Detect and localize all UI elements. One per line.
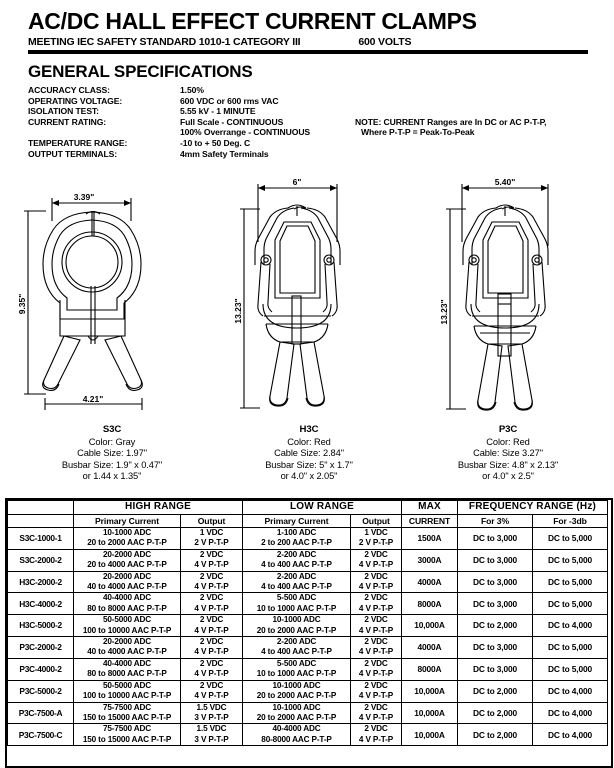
table-row bbox=[8, 549, 608, 571]
s3c-clamp-illustration bbox=[14, 176, 204, 416]
cell-low-primary bbox=[243, 593, 351, 615]
general-specifications-section bbox=[28, 62, 598, 159]
spec-row bbox=[28, 127, 598, 138]
caption-busbar-size: Busbar Size: 4.8" x 2.13" bbox=[457, 459, 559, 470]
caption-model-name: S3C bbox=[102, 424, 122, 435]
value-dc: 2 VDC bbox=[364, 637, 388, 647]
spec-value: Full Scale - CONTINUOUS bbox=[180, 116, 284, 127]
specifications-heading: GENERAL SPECIFICATIONS bbox=[28, 62, 253, 81]
cell-freq-3pct: DC to 3,000 bbox=[458, 528, 533, 550]
cell-high-output bbox=[181, 637, 243, 659]
value-ac: 80-8000 AAC P-T-P bbox=[261, 734, 332, 744]
value-ac: 40 to 4000 AAC P-T-P bbox=[87, 647, 167, 657]
table-row bbox=[8, 571, 608, 593]
caption-cable-size: Cable Size: 2.84" bbox=[274, 448, 344, 459]
cell-freq-3db: DC to 4,000 bbox=[533, 615, 608, 637]
cell-freq-3db: DC to 5,000 bbox=[533, 637, 608, 659]
ranges-table-wrapper bbox=[7, 500, 607, 746]
drawing-h3c bbox=[218, 176, 398, 416]
caption-model-name: P3C bbox=[498, 424, 518, 435]
page-title: AC/DC HALL EFFECT CURRENT CLAMPS bbox=[28, 8, 477, 34]
cell-freq-3pct: DC to 2,000 bbox=[458, 680, 533, 702]
spec-value: 4mm Safety Terminals bbox=[180, 148, 269, 159]
value-dc: 2 VDC bbox=[199, 571, 224, 581]
cell-low-output bbox=[351, 702, 402, 724]
sub-header-low-output: Output bbox=[351, 515, 402, 528]
cell-model: S3C-2000-2 bbox=[8, 549, 74, 571]
value-ac: 4 V P-T-P bbox=[194, 691, 229, 701]
group-header-frequency: FREQUENCY RANGE (Hz) bbox=[458, 501, 608, 515]
value-ac: 4 V P-T-P bbox=[358, 647, 394, 657]
group-header-low-range: LOW RANGE bbox=[243, 501, 402, 515]
value-dc: 1.5 VDC bbox=[196, 702, 227, 712]
caption-p3c bbox=[418, 424, 598, 483]
cell-high-output bbox=[181, 702, 243, 724]
cell-low-primary bbox=[243, 702, 351, 724]
cell-high-output bbox=[181, 658, 243, 680]
cell-max-current: 10,000A bbox=[402, 615, 458, 637]
sub-header-low-primary: Primary Current bbox=[243, 515, 351, 528]
value-ac: 10 to 1000 AAC P-T-P bbox=[256, 669, 337, 679]
table-header bbox=[8, 501, 608, 528]
table-row bbox=[8, 680, 608, 702]
spec-label: TEMPERATURE RANGE: bbox=[28, 137, 128, 148]
header-subtitle-row bbox=[28, 36, 588, 48]
cell-freq-3db: DC to 5,000 bbox=[533, 571, 608, 593]
value-dc: 5-500 ADC bbox=[276, 593, 317, 603]
cell-high-output bbox=[181, 724, 243, 746]
h3c-clamp-illustration bbox=[218, 176, 398, 416]
cell-low-output bbox=[351, 593, 402, 615]
spec-row bbox=[28, 138, 598, 149]
value-ac: 4 V P-T-P bbox=[358, 603, 394, 613]
spec-label: ACCURACY CLASS: bbox=[28, 85, 110, 95]
cell-low-output bbox=[351, 528, 402, 550]
value-dc: 2 VDC bbox=[199, 680, 224, 690]
spec-row bbox=[28, 149, 598, 160]
value-dc: 2 VDC bbox=[364, 571, 388, 581]
spec-row bbox=[28, 85, 598, 96]
value-dc: 2 VDC bbox=[364, 549, 388, 559]
cell-high-output bbox=[181, 528, 243, 550]
value-dc: 2 VDC bbox=[199, 593, 224, 603]
caption-busbar-size: Busbar Size: 1.9" x 0.47" bbox=[61, 459, 163, 470]
cell-high-primary bbox=[74, 549, 181, 571]
value-ac: 2 to 200 AAC P-T-P bbox=[261, 538, 332, 548]
cell-model: P3C-7500-A bbox=[8, 702, 74, 724]
cell-freq-3pct: DC to 2,000 bbox=[458, 724, 533, 746]
value-dc: 75-7500 ADC bbox=[102, 702, 152, 712]
cell-model: H3C-5000-2 bbox=[8, 615, 74, 637]
product-drawings bbox=[0, 176, 614, 416]
value-ac: 4 to 400 AAC P-T-P bbox=[261, 647, 332, 657]
cell-low-primary bbox=[243, 637, 351, 659]
cell-low-output bbox=[351, 724, 402, 746]
current-rating-note-line1: NOTE: CURRENT Ranges are In DC or AC P-T-P, bbox=[355, 116, 547, 127]
value-ac: 20 to 2000 AAC P-T-P bbox=[256, 712, 337, 722]
value-dc: 1-100 ADC bbox=[276, 528, 317, 537]
cell-model: H3C-4000-2 bbox=[8, 593, 74, 615]
table-body bbox=[8, 528, 608, 746]
cell-high-output bbox=[181, 571, 243, 593]
value-ac: 4 V P-T-P bbox=[194, 603, 229, 613]
specifications-list bbox=[28, 85, 598, 159]
spec-label-empty bbox=[28, 127, 180, 138]
value-dc: 10-1000 ADC bbox=[272, 615, 321, 625]
spec-value: -10 to + 50 Deg. C bbox=[180, 137, 251, 148]
cell-max-current: 1500A bbox=[402, 528, 458, 550]
caption-h3c bbox=[225, 424, 393, 483]
sub-header-high-output: Output bbox=[181, 515, 243, 528]
p3c-height-dimension: 13.23" bbox=[439, 299, 449, 325]
cell-model: S3C-1000-1 bbox=[8, 528, 74, 550]
safety-standard-text: MEETING IEC SAFETY STANDARD 1010-1 CATEGORY III bbox=[28, 36, 301, 48]
value-dc: 2 VDC bbox=[364, 680, 388, 690]
value-ac: 4 V P-T-P bbox=[358, 691, 394, 701]
caption-cable-size: Cable Size: 1.97" bbox=[77, 448, 147, 459]
document-header bbox=[28, 8, 588, 48]
value-ac: 4 V P-T-P bbox=[358, 560, 394, 570]
cell-freq-3pct: DC to 2,000 bbox=[458, 702, 533, 724]
cell-high-primary bbox=[74, 724, 181, 746]
value-dc: 2 VDC bbox=[364, 615, 388, 625]
caption-s3c bbox=[28, 424, 196, 483]
value-ac: 4 V P-T-P bbox=[358, 669, 394, 679]
value-dc: 75-7500 ADC bbox=[102, 724, 152, 734]
value-ac: 100 to 10000 AAC P-T-P bbox=[82, 625, 172, 635]
cell-model: P3C-4000-2 bbox=[8, 658, 74, 680]
value-dc: 2 VDC bbox=[364, 702, 388, 712]
value-ac: 4 V P-T-P bbox=[194, 582, 229, 592]
cell-high-primary bbox=[74, 528, 181, 550]
value-dc: 5-500 ADC bbox=[276, 658, 317, 668]
cell-freq-3pct: DC to 3,000 bbox=[458, 658, 533, 680]
sub-header-max-current: CURRENT bbox=[402, 515, 458, 528]
spec-row bbox=[28, 117, 598, 128]
cell-freq-3db: DC to 5,000 bbox=[533, 528, 608, 550]
p3c-width-dimension: 5.40" bbox=[494, 177, 516, 187]
value-ac: 4 V P-T-P bbox=[358, 712, 394, 722]
value-ac: 2 V P-T-P bbox=[358, 538, 394, 548]
spec-value: 600 VDC or 600 rms VAC bbox=[180, 95, 279, 106]
caption-color: Color: Red bbox=[486, 436, 530, 447]
caption-cable-size: Cable: Size 3.27" bbox=[473, 448, 543, 459]
cell-freq-3pct: DC to 3,000 bbox=[458, 571, 533, 593]
cell-low-output bbox=[351, 615, 402, 637]
cell-freq-3db: DC to 4,000 bbox=[533, 724, 608, 746]
spec-label: OUTPUT TERMINALS: bbox=[28, 148, 118, 159]
value-ac: 4 V P-T-P bbox=[194, 625, 229, 635]
cell-freq-3pct: DC to 3,000 bbox=[458, 549, 533, 571]
cell-max-current: 3000A bbox=[402, 549, 458, 571]
cell-high-primary bbox=[74, 593, 181, 615]
h3c-height-dimension: 13.23" bbox=[233, 298, 243, 324]
ranges-table bbox=[7, 500, 608, 746]
caption-busbar-size-alt: or 4.0" x 2.5" bbox=[482, 471, 534, 482]
caption-model-name: H3C bbox=[299, 424, 319, 435]
cell-low-primary bbox=[243, 615, 351, 637]
drawing-s3c bbox=[14, 176, 204, 416]
cell-low-primary bbox=[243, 658, 351, 680]
table-row bbox=[8, 658, 608, 680]
value-dc: 50-5000 ADC bbox=[102, 680, 152, 690]
value-dc: 2 VDC bbox=[364, 658, 388, 668]
caption-busbar-size-alt: or 4.0" x 2.05" bbox=[280, 471, 338, 482]
value-ac: 4 V P-T-P bbox=[358, 625, 394, 635]
cell-high-primary bbox=[74, 702, 181, 724]
s3c-height-dimension: 9.35" bbox=[17, 293, 27, 315]
value-ac: 20 to 2000 AAC P-T-P bbox=[87, 538, 167, 548]
table-row bbox=[8, 702, 608, 724]
value-ac: 3 V P-T-P bbox=[194, 712, 229, 722]
value-ac: 10 to 1000 AAC P-T-P bbox=[256, 603, 337, 613]
value-dc: 20-2000 ADC bbox=[102, 571, 152, 581]
cell-low-primary bbox=[243, 571, 351, 593]
voltage-rating-text: 600 VOLTS bbox=[358, 36, 412, 48]
value-ac: 80 to 8000 AAC P-T-P bbox=[87, 603, 167, 613]
value-dc: 2 VDC bbox=[199, 549, 224, 559]
value-ac: 20 to 4000 AAC P-T-P bbox=[87, 560, 167, 570]
s3c-base-dimension: 4.21" bbox=[82, 394, 104, 404]
value-ac: 100 to 10000 AAC P-T-P bbox=[82, 691, 172, 701]
cell-max-current: 10,000A bbox=[402, 702, 458, 724]
current-rating-note-line2: Where P-T-P = Peak-To-Peak bbox=[361, 127, 475, 138]
cell-low-output bbox=[351, 571, 402, 593]
value-dc: 10-1000 ADC bbox=[272, 680, 321, 690]
cell-high-primary bbox=[74, 658, 181, 680]
value-dc: 2 VDC bbox=[364, 593, 388, 603]
cell-freq-3pct: DC to 2,000 bbox=[458, 615, 533, 637]
cell-freq-3pct: DC to 3,000 bbox=[458, 637, 533, 659]
caption-color: Color: Gray bbox=[88, 436, 136, 447]
value-ac: 4 V P-T-P bbox=[194, 669, 229, 679]
table-row bbox=[8, 637, 608, 659]
value-ac: 150 to 15000 AAC P-T-P bbox=[82, 712, 172, 722]
cell-max-current: 4000A bbox=[402, 571, 458, 593]
drawing-p3c bbox=[420, 176, 605, 416]
s3c-width-dimension: 3.39" bbox=[73, 192, 95, 202]
value-dc: 10-1000 ADC bbox=[102, 528, 152, 537]
value-ac: 150 to 15000 AAC P-T-P bbox=[82, 734, 172, 744]
group-header-max-current: MAX bbox=[402, 501, 458, 515]
cell-max-current: 8000A bbox=[402, 593, 458, 615]
cell-low-output bbox=[351, 658, 402, 680]
cell-high-output bbox=[181, 680, 243, 702]
cell-freq-3db: DC to 5,000 bbox=[533, 549, 608, 571]
value-ac: 4 V P-T-P bbox=[194, 647, 229, 657]
value-ac: 4 V P-T-P bbox=[358, 582, 394, 592]
value-dc: 2 VDC bbox=[199, 658, 224, 668]
value-dc: 2-200 ADC bbox=[276, 637, 317, 647]
value-dc: 10-1000 ADC bbox=[272, 702, 321, 712]
value-dc: 1.5 VDC bbox=[196, 724, 227, 734]
table-group-header-row bbox=[8, 501, 608, 515]
value-ac: 4 V P-T-P bbox=[194, 560, 229, 570]
cell-low-output bbox=[351, 680, 402, 702]
cell-low-primary bbox=[243, 680, 351, 702]
cell-model: P3C-7500-C bbox=[8, 724, 74, 746]
spec-row bbox=[28, 96, 598, 107]
cell-freq-3db: DC to 5,000 bbox=[533, 593, 608, 615]
cell-low-primary bbox=[243, 528, 351, 550]
table-row bbox=[8, 528, 608, 550]
value-dc: 2-200 ADC bbox=[276, 571, 317, 581]
caption-color: Color: Red bbox=[287, 436, 331, 447]
value-dc: 1 VDC bbox=[199, 528, 224, 537]
value-dc: 1 VDC bbox=[364, 528, 388, 537]
sub-header-freq-3db: For -3db bbox=[533, 515, 608, 528]
cell-model: P3C-2000-2 bbox=[8, 637, 74, 659]
value-ac: 4 to 400 AAC P-T-P bbox=[261, 582, 332, 592]
caption-busbar-size: Busbar Size: 5" x 1.7" bbox=[265, 459, 353, 470]
table-row bbox=[8, 724, 608, 746]
value-dc: 2 VDC bbox=[364, 724, 388, 734]
caption-busbar-size-alt: or 1.44 x 1.35" bbox=[82, 471, 142, 482]
cell-high-output bbox=[181, 549, 243, 571]
cell-high-output bbox=[181, 593, 243, 615]
spec-label: ISOLATION TEST: bbox=[28, 106, 99, 117]
cell-high-primary bbox=[74, 637, 181, 659]
value-ac: 40 to 4000 AAC P-T-P bbox=[87, 582, 167, 592]
value-dc: 20-2000 ADC bbox=[102, 549, 152, 559]
cell-model: P3C-5000-2 bbox=[8, 680, 74, 702]
cell-high-primary bbox=[74, 615, 181, 637]
cell-freq-3db: DC to 5,000 bbox=[533, 658, 608, 680]
cell-freq-3db: DC to 4,000 bbox=[533, 680, 608, 702]
cell-high-output bbox=[181, 615, 243, 637]
cell-max-current: 8000A bbox=[402, 658, 458, 680]
value-ac: 3 V P-T-P bbox=[194, 734, 229, 744]
value-ac: 80 to 8000 AAC P-T-P bbox=[87, 669, 167, 679]
p3c-clamp-illustration bbox=[420, 176, 605, 416]
group-header-high-range: HIGH RANGE bbox=[74, 501, 243, 515]
cell-model: H3C-2000-2 bbox=[8, 571, 74, 593]
spec-value: 1.50% bbox=[180, 85, 204, 95]
cell-max-current: 10,000A bbox=[402, 724, 458, 746]
spec-label: OPERATING VOLTAGE: bbox=[28, 95, 123, 106]
cell-freq-3pct: DC to 3,000 bbox=[458, 593, 533, 615]
value-ac: 4 V P-T-P bbox=[358, 734, 394, 744]
value-dc: 50-5000 ADC bbox=[102, 615, 152, 625]
value-ac: 2 V P-T-P bbox=[194, 538, 229, 548]
group-header-model bbox=[8, 501, 74, 515]
cell-low-output bbox=[351, 637, 402, 659]
value-dc: 2-200 ADC bbox=[276, 549, 317, 559]
value-dc: 40-4000 ADC bbox=[272, 724, 321, 734]
cell-high-primary bbox=[74, 571, 181, 593]
cell-high-primary bbox=[74, 680, 181, 702]
sub-header-freq-3pct: For 3% bbox=[458, 515, 533, 528]
table-row bbox=[8, 593, 608, 615]
cell-low-primary bbox=[243, 549, 351, 571]
table-row bbox=[8, 615, 608, 637]
cell-freq-3db: DC to 4,000 bbox=[533, 702, 608, 724]
cell-low-output bbox=[351, 549, 402, 571]
value-ac: 4 to 400 AAC P-T-P bbox=[261, 560, 332, 570]
value-ac: 20 to 2000 AAC P-T-P bbox=[256, 691, 337, 701]
sub-header-model bbox=[8, 515, 74, 528]
header-divider bbox=[28, 50, 588, 54]
value-dc: 2 VDC bbox=[199, 615, 224, 625]
h3c-width-dimension: 6" bbox=[292, 177, 302, 187]
spec-row bbox=[28, 106, 598, 117]
spec-value: 5.55 kV - 1 MINUTE bbox=[180, 106, 256, 117]
value-dc: 40-4000 ADC bbox=[102, 658, 152, 668]
spec-label: CURRENT RATING: bbox=[28, 116, 107, 127]
value-dc: 2 VDC bbox=[199, 637, 224, 647]
spec-value: 100% Overrange - CONTINUOUS bbox=[180, 127, 311, 138]
cell-low-primary bbox=[243, 724, 351, 746]
value-dc: 40-4000 ADC bbox=[102, 593, 152, 603]
cell-max-current: 4000A bbox=[402, 637, 458, 659]
value-ac: 20 to 2000 AAC P-T-P bbox=[256, 625, 337, 635]
sub-header-high-primary: Primary Current bbox=[74, 515, 181, 528]
table-sub-header-row bbox=[8, 515, 608, 528]
value-dc: 20-2000 ADC bbox=[102, 637, 152, 647]
cell-max-current: 10,000A bbox=[402, 680, 458, 702]
